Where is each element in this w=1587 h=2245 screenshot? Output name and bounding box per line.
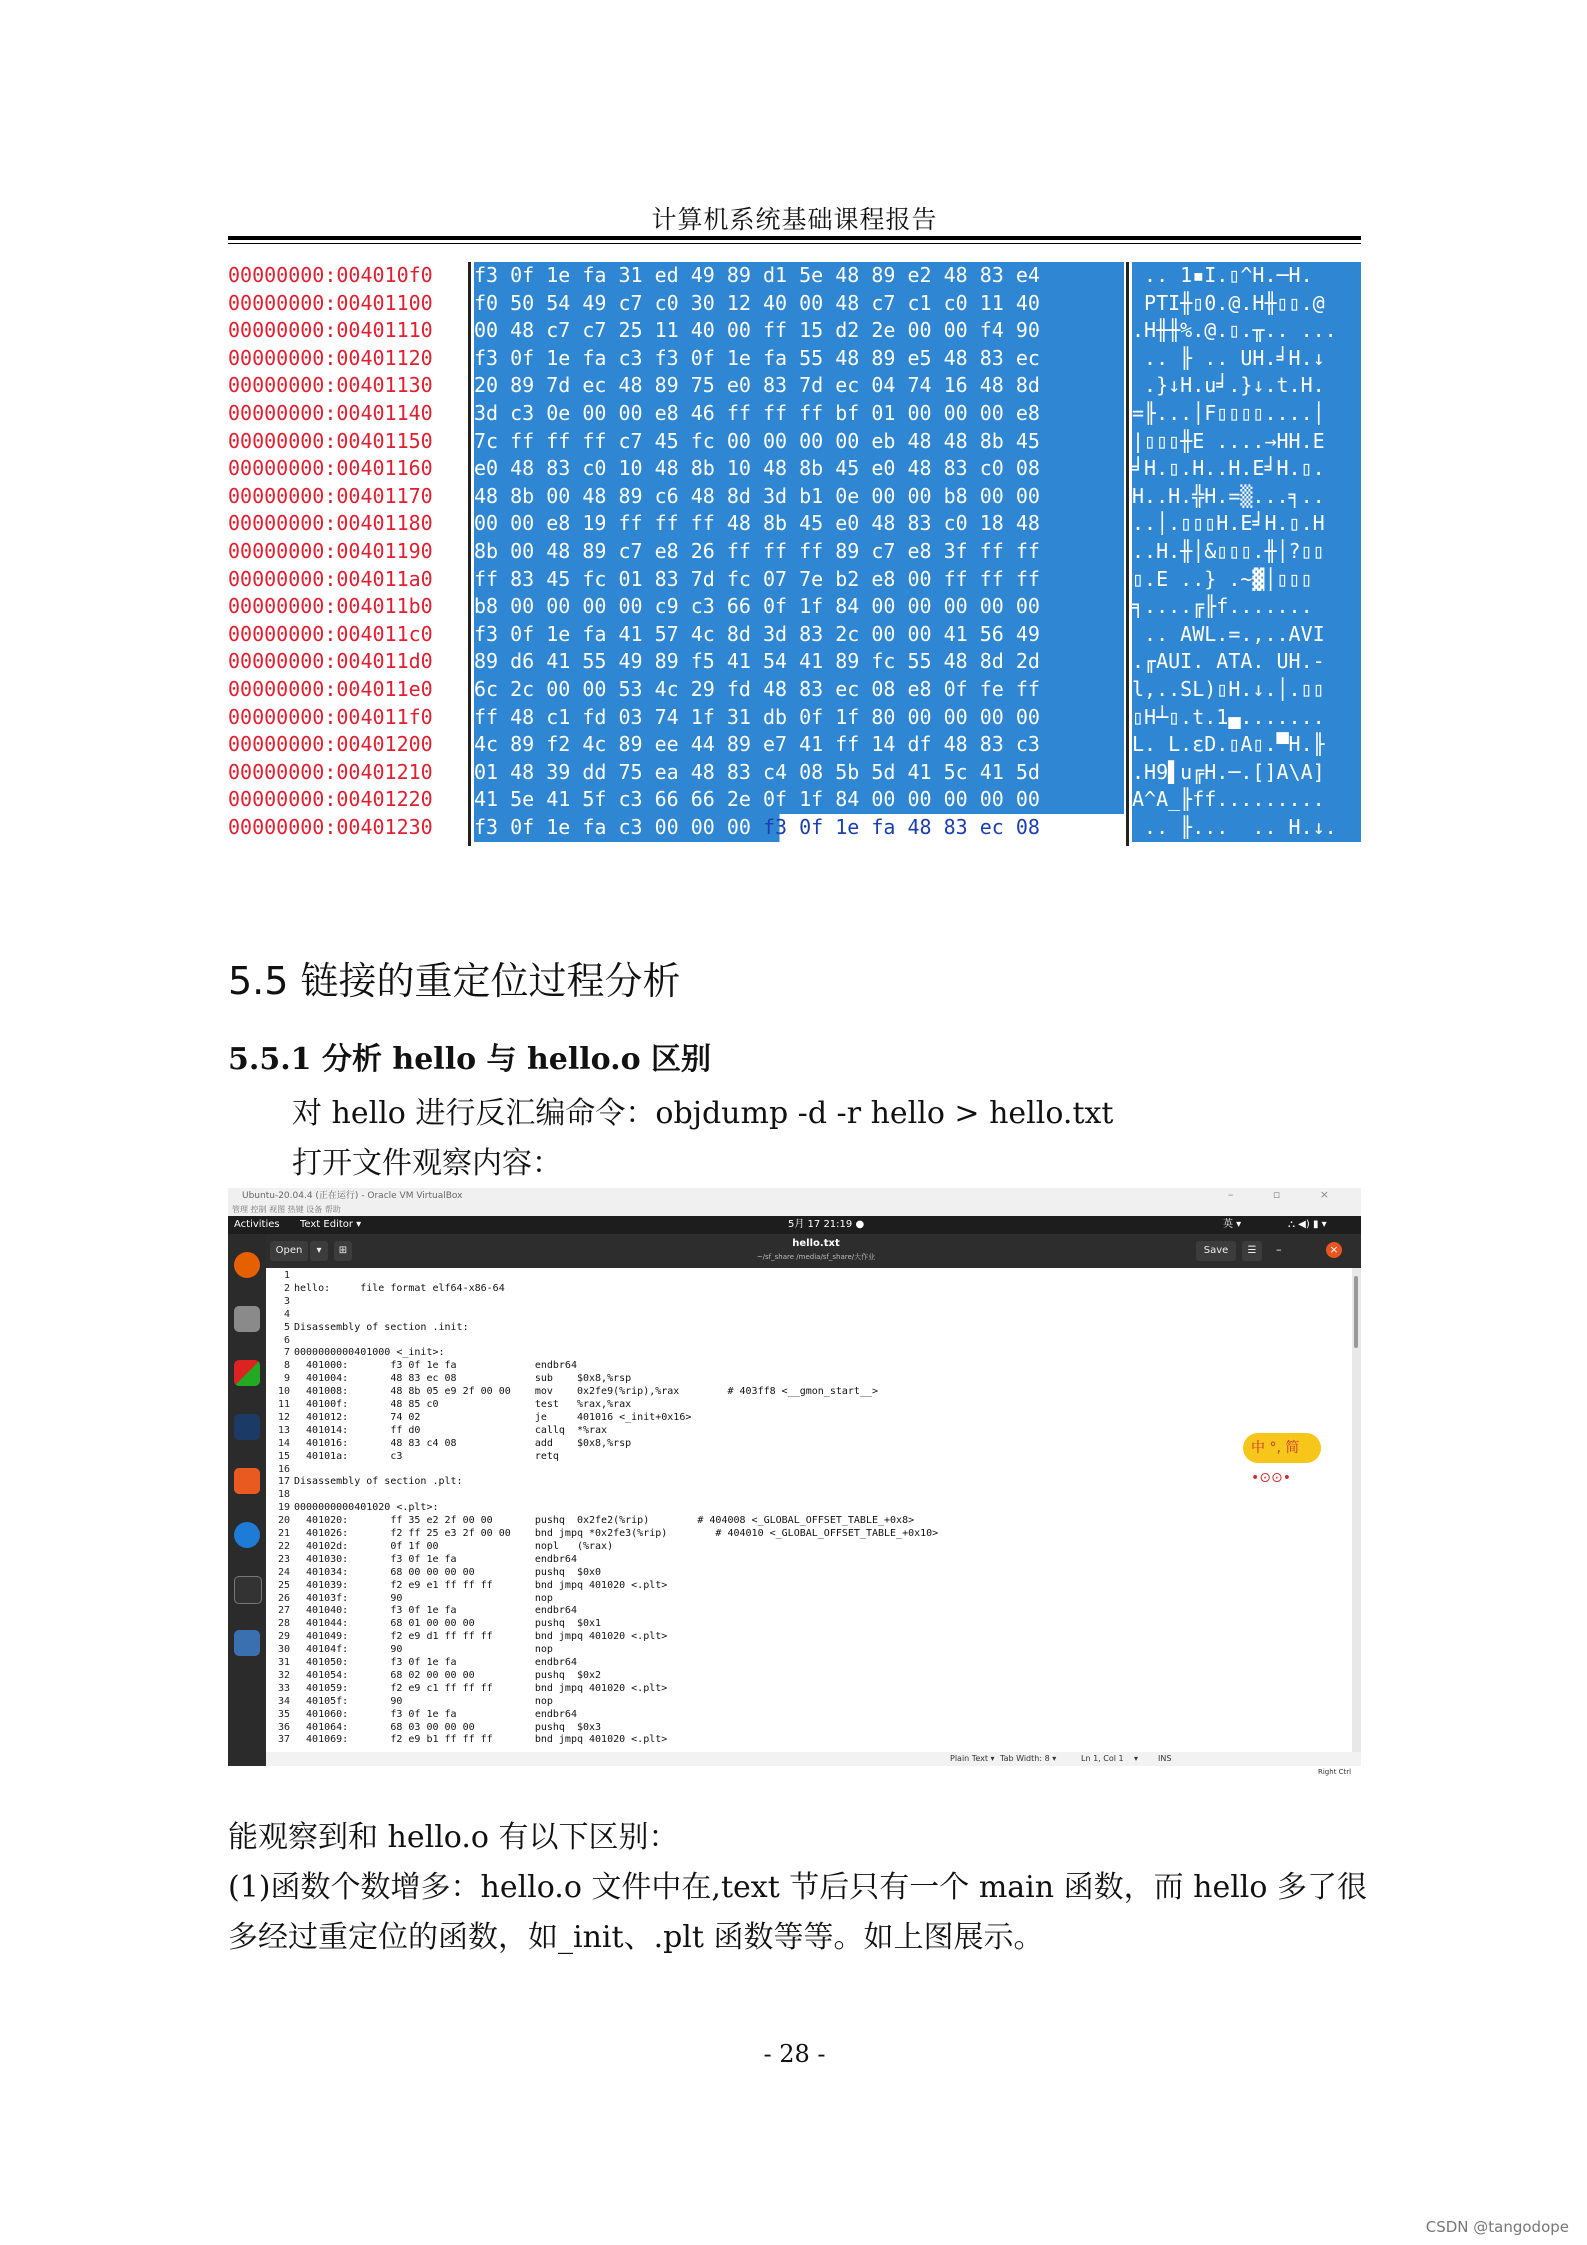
code-line[interactable]: 401069: f2 e9 b1 ff ff ff bnd jmpq 401020 <.plt> [294,1734,668,1746]
hexdump-bytes-selected: 4c 89 f2 4c 89 ee 44 89 e7 41 ff 14 df 48 83 c3 [474,732,1040,757]
hexdump-bytes [474,648,1124,676]
activities-button[interactable]: Activities [234,1219,280,1230]
hamburger-menu-icon[interactable]: ☰ [1242,1241,1262,1261]
hexdump-address: 00000000:00401180 [228,510,464,538]
hexdump-row [228,262,1361,290]
hexdump-ascii: |▯▯▯╫E ....→HH.E [1132,428,1361,456]
code-line[interactable]: 40100f: 48 85 c0 test %rax,%rax [294,1399,632,1410]
hexdump-bytes-selected: 8b 00 48 89 c7 e8 26 ff ff ff 89 c7 e8 3f ff ff [474,539,1040,563]
gnome-topbar [228,1216,1361,1234]
hexdump-ascii: ╕....╔╟f....... [1132,593,1361,621]
line-number: 13 [277,1424,290,1436]
hexdump-bytes [474,455,1124,483]
line-number: 32 [277,1669,290,1681]
code-line[interactable]: hello: file format elf64-x86-64 [294,1282,505,1294]
hexdump-bytes [474,345,1124,373]
line-number: 29 [277,1631,290,1643]
hexdump-bytes [474,566,1124,594]
line-number: 30 [277,1644,290,1656]
hexdump-bytes [474,372,1124,400]
hexdump-ascii: ╛H.▯.H..H.E╛H.▯. [1132,455,1361,483]
hexdump-bytes [474,704,1124,732]
hexdump-bytes [474,290,1124,318]
line-number: 18 [277,1489,290,1501]
line-number: 10 [277,1386,290,1398]
clock[interactable]: 5月 17 21:19 ● [788,1219,865,1230]
hexdump-bytes [474,676,1124,704]
hexdump-row [228,593,1361,621]
help-icon[interactable] [234,1522,260,1548]
hexdump-address: 00000000:00401130 [228,372,464,400]
code-line[interactable]: 0000000000401020 <.plt>: [294,1502,439,1514]
section-heading: 5.5 链接的重定位过程分析 [228,959,681,1003]
hexdump-ascii: ..│.▯▯▯H.E╛H.▯.H [1132,510,1361,538]
edb-icon[interactable] [234,1414,260,1440]
line-number: 4 [283,1308,290,1320]
line-number: 34 [277,1695,290,1707]
hexdump-bytes-selected: 01 48 39 dd 75 ea 48 83 c4 08 5b 5d 41 5c 41 5d [474,759,1040,784]
input-language[interactable]: 英 ▾ [1223,1219,1242,1230]
hexdump-address: 00000000:00401150 [228,428,464,456]
code-line[interactable]: 401044: 68 01 00 00 00 pushq $0x1 [294,1618,602,1630]
software-center-icon[interactable] [234,1468,260,1494]
hexdump-row [228,566,1361,594]
line-number: 3 [283,1295,290,1307]
hexdump-bytes [474,538,1124,566]
hexdump-ascii: ..H.╫│&▯▯▯.╫│?▯▯ [1132,538,1361,566]
hexdump-bytes-selected: f3 0f 1e fa c3 00 00 00 [474,815,763,839]
code-line[interactable]: 401034: 68 00 00 00 00 pushq $0x0 [294,1566,602,1578]
hexdump-bytes-selected: b8 00 00 00 00 c9 c3 66 0f 1f 84 00 00 00 00 00 [474,594,1040,619]
code-line[interactable]: 401064: 68 03 00 00 00 pushq $0x3 [294,1721,602,1733]
subsection-heading: 5.5.1 分析 hello 与 hello.o 区别 [228,1042,712,1077]
code-line[interactable]: 40105f: 90 nop [294,1695,553,1707]
host-key: Right Ctrl [1318,1768,1352,1776]
hexdump-ascii: ▯H┴▯.t.1▄....... [1132,704,1361,732]
hexdump-bytes-selected: f3 0f 1e fa 31 ed 49 89 d1 5e 48 89 e2 48 83 e4 [474,263,1040,287]
hexdump-bytes-selected: f3 0f 1e fa 41 57 4c 8d 3d 83 2c 00 00 41 56 49 [474,621,1040,646]
line-number: 1 [283,1270,290,1281]
hexdump-ascii: L. L.εD.▯A▯.▀H.╟ [1132,731,1361,759]
hexdump-ascii: =╟...│F▯▯▯▯....│ [1132,400,1361,428]
hexdump-ascii: .. ╟... .. H.↓. [1132,814,1361,842]
hexdump-address: 00000000:004011f0 [228,704,464,732]
hexdump-bytes [474,317,1124,345]
hexdump-address: 00000000:004011b0 [228,593,464,621]
code-line[interactable]: Disassembly of section .plt: [294,1476,463,1488]
insert-mode[interactable]: INS [1158,1754,1172,1763]
hexdump-row [228,538,1361,566]
hexdump-bytes-unselected: f3 0f 1e fa 48 83 ec 08 [762,815,1040,839]
hexdump-bytes-selected: 48 8b 00 48 89 c6 48 8d 3d b1 0e 00 00 b8 00 00 [474,483,1040,508]
code-line[interactable]: 401059: f2 e9 c1 ff ff ff bnd jmpq 401020 <.plt> [294,1682,668,1694]
hexdump-row [228,290,1361,318]
page-header: 计算机系统基础课程报告 [651,205,938,234]
hexdump-row [228,428,1361,456]
files-icon[interactable] [234,1306,260,1332]
line-number: 15 [277,1450,290,1462]
hexdump-row [228,400,1361,428]
app-grid-color-icon[interactable] [234,1360,260,1386]
hexdump-bytes [474,400,1124,428]
hexdump-address: 00000000:00401220 [228,786,464,814]
line-number: 21 [277,1528,290,1539]
hexdump-row [228,676,1361,704]
line-number: 24 [277,1566,290,1578]
paragraph-open: 打开文件观察内容： [292,1146,562,1181]
hexdump-address: 00000000:00401110 [228,317,464,345]
hexdump-ascii: .╓AUI. ATA. UH.- [1132,648,1361,676]
line-number: 7 [283,1347,290,1359]
hexdump-ascii: .. ╟ .. UH.╛H.↓ [1132,345,1361,373]
hexdump-address: 00000000:00401140 [228,400,464,428]
hexdump-row [228,510,1361,538]
code-line[interactable]: 401016: 48 83 c4 08 add $0x8,%rsp [294,1437,632,1449]
code-line[interactable]: 401014: ff d0 callq *%rax [294,1424,608,1436]
save-button[interactable]: Save [1196,1241,1236,1261]
language-selector[interactable]: Plain Text ▾ [950,1754,995,1763]
hexdump-bytes-selected: 20 89 7d ec 48 89 75 e0 83 7d ec 04 74 16 48 8d [474,373,1040,398]
code-line[interactable]: 401030: f3 0f 1e fa endbr64 [294,1553,577,1565]
hexdump-address: 00000000:00401120 [228,345,464,373]
hexdump-bytes [474,593,1124,621]
hexdump-address: 00000000:004011a0 [228,566,464,594]
vm-window-title: Ubuntu-20.04.4 (正在运行) - Oracle VM VirtualBox [242,1191,463,1201]
code-line[interactable]: 401039: f2 e9 e1 ff ff ff bnd jmpq 401020 <.plt> [294,1579,668,1591]
line-number: 28 [277,1618,290,1630]
hexdump-ascii: .H╫╫%.@.▯.╥.. ... [1132,317,1361,345]
open-button[interactable]: Open [270,1241,308,1261]
hexdump-bytes [474,262,1124,290]
hexdump-bytes-selected: 89 d6 41 55 49 89 f5 41 54 41 89 fc 55 48 8d 2d [474,649,1040,674]
page-number: - 28 - [763,2040,826,2068]
file-path: ~/sf_share /media/sf_share/大作业 [756,1253,876,1261]
code-line[interactable]: 401054: 68 02 00 00 00 pushq $0x2 [294,1669,602,1681]
hexdump-ascii: ▯.E ..} .~▓│▯▯▯ [1132,566,1361,594]
vm-menubar[interactable]: 管理 控制 视图 热键 设备 帮助 [232,1205,341,1214]
hexdump-ascii: A^A_╟ff......... [1132,786,1361,814]
code-line[interactable]: 401050: f3 0f 1e fa endbr64 [294,1657,577,1668]
watermark: CSDN @tangodope [1425,2218,1569,2236]
hexdump-figure [228,262,1361,846]
hexdump-row [228,731,1361,759]
hexdump-row [228,317,1361,345]
hexdump-bytes [474,621,1124,649]
open-dropdown-chevron-icon[interactable]: ▾ [310,1241,328,1261]
line-number: 35 [277,1708,290,1720]
paragraph-diff1-line2: 多经过重定位的函数，如_init、.plt 函数等等。如上图展示。 [228,1920,1044,1955]
hexdump-bytes [474,428,1124,456]
line-number: 5 [283,1321,290,1333]
line-number: 27 [277,1605,290,1617]
header-rule-thin [228,243,1361,244]
hexdump-ascii: H..H.╬H.=▒...╕.. [1132,483,1361,511]
hexdump-address: 00000000:004011e0 [228,676,464,704]
hexdump-row [228,621,1361,649]
header-rule-thick [228,236,1361,240]
line-number: 11 [277,1399,290,1410]
hexdump-address: 00000000:00401230 [228,814,464,842]
line-number: 26 [277,1592,290,1604]
hexdump-address: 00000000:00401210 [228,759,464,787]
line-number: 8 [283,1360,290,1372]
line-number: 25 [277,1579,290,1591]
vm-screenshot [228,1188,1361,1800]
line-number: 17 [277,1476,290,1488]
line-number: 9 [283,1373,290,1385]
code-line[interactable]: 401026: f2 ff 25 e3 2f 00 00 bnd jmpq *0x2fe3(%rip) # 404010 <_GLOBAL_OFFSET_TABLE_+0x10> [294,1528,939,1539]
hexdump-address: 00000000:004011d0 [228,648,464,676]
hexdump-bytes-selected: 3d c3 0e 00 00 e8 46 ff ff ff bf 01 00 00 00 e8 [474,401,1040,425]
line-number: 6 [283,1334,290,1346]
hexdump-row [228,704,1361,732]
line-number: 19 [277,1502,290,1514]
file-name: hello.txt [792,1238,840,1249]
vm-window-controls[interactable]: – ▫ × [1227,1188,1347,1201]
paragraph-observe: 能观察到和 hello.o 有以下区别： [228,1820,679,1855]
code-line[interactable]: Disassembly of section .init: [294,1321,469,1333]
line-number: 20 [277,1515,290,1527]
code-line[interactable]: 401012: 74 02 je 401016 <_init+0x16> [294,1411,692,1423]
new-tab-icon[interactable]: ⊞ [334,1241,352,1261]
hexdump-bytes-selected: 41 5e 41 5f c3 66 66 2e 0f 1f 84 00 00 00 00 00 [474,787,1040,812]
hexdump-ascii: .. 1▪I.▯^H.─H. [1132,262,1361,290]
editor-scroll-thumb[interactable] [1354,1276,1358,1348]
hexdump-bytes [474,731,1124,759]
hexdump-ascii: .. AWL.=.,..AVI [1132,621,1361,649]
hexdump-address: 00000000:004011c0 [228,621,464,649]
cursor-position[interactable]: Ln 1, Col 1 [1081,1754,1124,1763]
hexdump-row [228,455,1361,483]
code-line[interactable]: 401040: f3 0f 1e fa endbr64 [294,1605,577,1617]
hexdump-bytes-selected: f3 0f 1e fa c3 f3 0f 1e fa 55 48 89 e5 48 83 ec [474,345,1040,370]
hexdump-bytes-selected: 7c ff ff ff c7 45 fc 00 00 00 00 eb 48 48 8b 45 [474,428,1040,453]
line-number: 36 [277,1721,290,1733]
ime-toolbar[interactable]: 中 °, 简 •⊙⊙• [1243,1433,1321,1463]
code-line[interactable]: 401000: f3 0f 1e fa endbr64 [294,1360,577,1372]
paragraph-command: 对 hello 进行反汇编命令：objdump -d -r hello > hello.txt [292,1096,1114,1131]
line-number: 16 [277,1463,290,1475]
hexdump-address: 00000000:00401160 [228,455,464,483]
hexdump-row [228,345,1361,373]
hexdump-row [228,814,1361,842]
code-line[interactable]: 401060: f3 0f 1e fa endbr64 [294,1708,577,1720]
editor-statusbar [266,1752,1361,1766]
code-line[interactable]: 40102d: 0f 1f 00 nopl (%rax) [294,1540,614,1552]
code-line[interactable]: 401008: 48 8b 05 e9 2f 00 00 mov 0x2fe9(%rip),%rax # 403ff8 <__gmon_start__> [294,1386,878,1398]
hexdump-address: 00000000:00401100 [228,290,464,318]
hexdump-address: 00000000:00401200 [228,731,464,759]
hexdump-bytes-selected: e0 48 83 c0 10 48 8b 10 48 8b 45 e0 48 83 c0 08 [474,456,1040,481]
tab-width-selector[interactable]: Tab Width: 8 ▾ [1000,1754,1057,1763]
code-line[interactable]: 40103f: 90 nop [294,1592,553,1604]
code-line[interactable]: 401049: f2 e9 d1 ff ff ff bnd jmpq 401020 <.plt> [294,1631,668,1643]
dock [228,1234,266,1766]
hexdump-bytes-selected: ff 48 c1 fd 03 74 1f 31 db 0f 1f 80 00 00 00 00 [474,704,1040,729]
hexdump-bytes-selected: 00 48 c7 c7 25 11 40 00 ff 15 d2 2e 00 00 f4 90 [474,318,1040,343]
line-number: 2 [283,1282,290,1294]
line-number: 23 [277,1553,290,1565]
hexdump-row [228,786,1361,814]
firefox-icon[interactable] [234,1252,260,1278]
code-line[interactable]: 401020: ff 35 e2 2f 00 00 pushq 0x2fe2(%rip) # 404008 <_GLOBAL_OFFSET_TABLE_+0x8> [294,1515,915,1527]
hexdump-bytes [474,483,1124,511]
code-line[interactable]: 40104f: 90 nop [294,1644,553,1656]
hexdump-bytes [474,786,1124,814]
hexdump-row [228,372,1361,400]
terminal-icon[interactable] [234,1576,262,1604]
hexdump-row [228,483,1361,511]
hexdump-ascii: l,..SL)▯H.↓.│.▯▯ [1132,676,1361,704]
hexdump-ascii: .H9▌u╔H.─.[]A\A] [1132,759,1361,787]
app-menu[interactable]: Text Editor ▾ [300,1219,362,1230]
close-icon[interactable]: × [1326,1242,1342,1258]
line-number: 12 [277,1411,290,1423]
minimize-icon[interactable]: – [1276,1243,1282,1256]
line-number: 33 [277,1682,290,1694]
editor-textview[interactable] [266,1268,1352,1752]
hexdump-bytes [474,814,1124,842]
hexdump-bytes-selected: ff 83 45 fc 01 83 7d fc 07 7e b2 e8 00 ff ff ff [474,566,1040,591]
hexdump-bytes-selected: f0 50 54 49 c7 c0 30 12 40 00 48 c7 c1 c0 11 40 [474,290,1040,315]
hexdump-address: 00000000:00401170 [228,483,464,511]
code-line[interactable]: 0000000000401000 <_init>: [294,1347,445,1359]
show-apps-icon[interactable] [234,1734,260,1760]
code-line[interactable]: 401004: 48 83 ec 08 sub $0x8,%rsp [294,1373,632,1385]
cursor-position-chevron-icon[interactable]: ▾ [1134,1754,1139,1763]
paragraph-diff1-line1: (1)函数个数增多：hello.o 文件中在,text 节后只有一个 main 函数，而 hello 多了很 [228,1870,1368,1905]
hexdump-ascii: PTI╫▯0.@.H╫▯▯.@ [1132,290,1361,318]
line-number: 14 [277,1437,290,1449]
hexdump-bytes-selected: 6c 2c 00 00 53 4c 29 fd 48 83 ec 08 e8 0f fe ff [474,677,1040,701]
hexdump-address: 00000000:00401190 [228,538,464,566]
hexdump-bytes [474,759,1124,787]
hexdump-bytes-selected: 00 00 e8 19 ff ff ff 48 8b 45 e0 48 83 c0 18 48 [474,511,1040,536]
hexdump-row [228,759,1361,787]
editor-headerbar [266,1234,1361,1268]
system-tray[interactable]: ⛬ ◀) ▮ ▾ [1288,1219,1327,1230]
line-number: 31 [277,1657,290,1668]
vm-statusbar [228,1766,1361,1800]
line-number: 37 [277,1734,290,1746]
hexdump-bytes [474,510,1124,538]
hexdump-address: 00000000:004010f0 [228,262,464,290]
hexdump-ascii: .}↓H.u╛.}↓.t.H. [1132,372,1361,400]
code-line[interactable]: 40101a: c3 retq [294,1450,559,1462]
hexdump-row [228,648,1361,676]
line-number: 22 [277,1540,290,1552]
text-editor-icon[interactable] [234,1630,260,1656]
